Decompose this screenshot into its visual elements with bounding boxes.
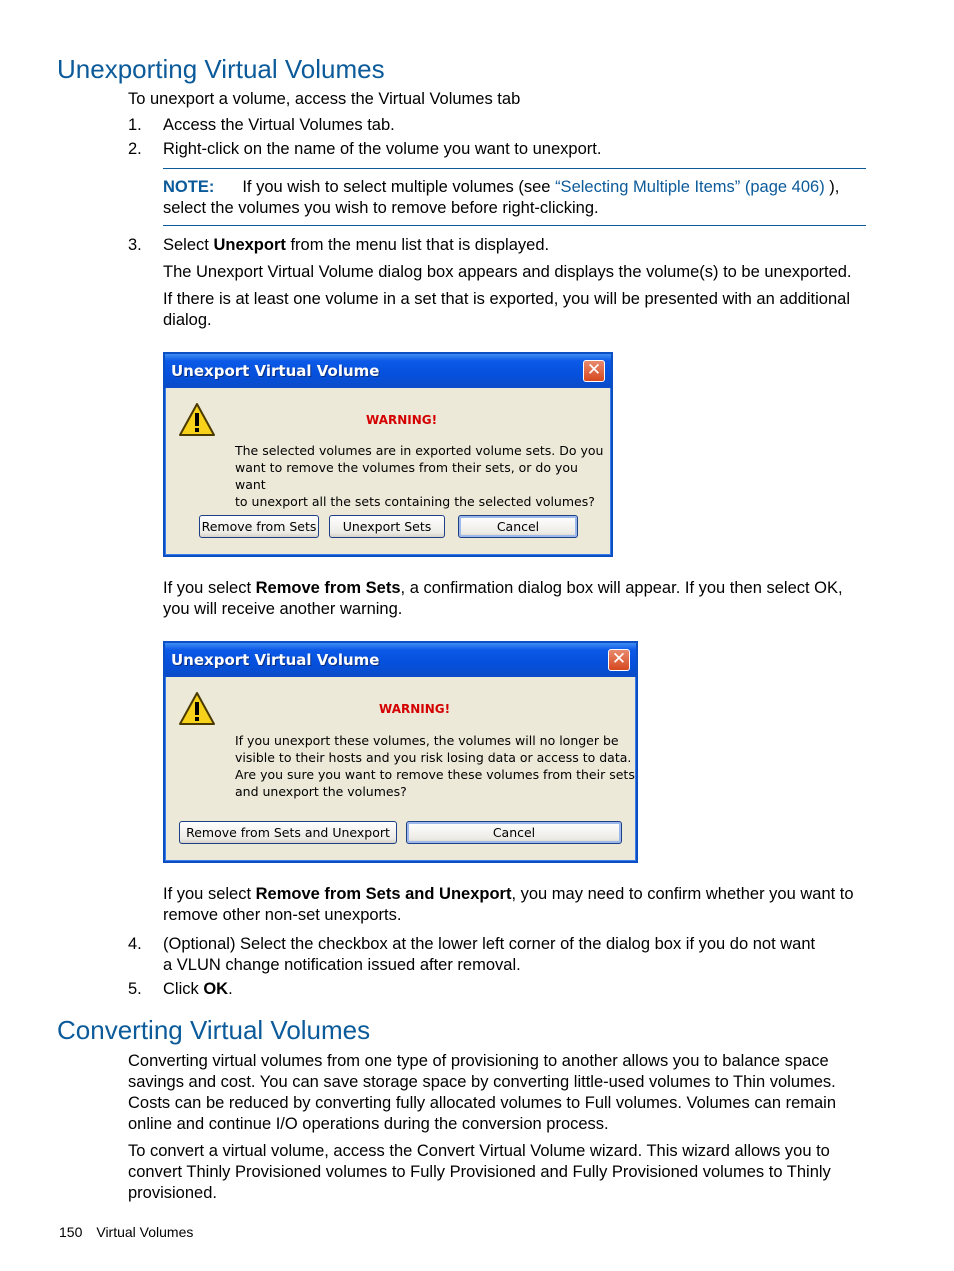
text: , you may need to confirm whether you want to <box>511 885 854 903</box>
close-button[interactable]: ✕ <box>583 360 605 382</box>
converting-paragraph-2 <box>128 1141 831 1204</box>
message-line: The selected volumes are in exported volume sets. Do you <box>235 443 604 458</box>
page-footer <box>59 1222 193 1243</box>
dialog-message <box>235 442 611 510</box>
message-line: and unexport the volumes? <box>235 784 407 799</box>
dialog-title: Unexport Virtual Volume <box>165 354 611 388</box>
step-text: (Optional) Select the checkbox at the lower left corner of the dialog box if you do not want <box>163 935 816 953</box>
warning-heading: WARNING! <box>379 702 451 716</box>
paragraph-line: Costs can be reduced by converting fully allocated volumes to Full volumes. Volumes can remain <box>128 1094 837 1112</box>
message-line: If you unexport these volumes, the volumes will no longer be <box>235 733 619 748</box>
paragraph-line: To convert a virtual volume, access the Convert Virtual Volume wizard. This wizard allows you to <box>128 1142 830 1160</box>
option-name: Remove from Sets and Unexport <box>255 885 512 903</box>
note-line-1 <box>163 177 839 198</box>
converting-paragraph-1 <box>128 1051 836 1135</box>
dialog-title: Unexport Virtual Volume <box>165 643 636 677</box>
close-button[interactable]: ✕ <box>608 649 630 671</box>
paragraph-line: provisioned. <box>128 1184 217 1202</box>
message-line: Are you sure you want to remove these volumes from their sets <box>235 767 635 782</box>
warning-heading: WARNING! <box>366 413 438 427</box>
step-number: 1. <box>128 116 142 134</box>
text: . <box>228 980 233 998</box>
step-number: 3. <box>128 236 142 254</box>
message-line: to unexport all the sets containing the selected volumes? <box>235 494 595 509</box>
button-name: OK <box>203 980 229 998</box>
paragraph-line: online and continue I/O operations during the conversion process. <box>128 1115 609 1133</box>
menu-item-name: Unexport <box>213 236 286 254</box>
note-line-2: select the volumes you wish to remove before right-clicking. <box>163 199 599 217</box>
remove-from-sets-button[interactable]: Remove from Sets <box>199 515 319 538</box>
warning-icon <box>178 691 216 727</box>
after-dialog-1-line-1 <box>163 578 843 599</box>
text: , a confirmation dialog box will appear. If you then select OK, <box>400 579 843 597</box>
cross-reference-link[interactable]: “Selecting Multiple Items” (page 406) <box>555 178 825 196</box>
cancel-button[interactable]: Cancel <box>406 821 622 844</box>
warning-icon <box>178 402 216 438</box>
note-label: NOTE: <box>163 178 215 196</box>
option-name: Remove from Sets <box>255 579 401 597</box>
unexport-dialog-2 <box>163 641 638 863</box>
step-text: Right-click on the name of the volume you want to unexport. <box>163 140 602 158</box>
note-text-end: ), <box>824 178 840 196</box>
unexport-sets-button[interactable]: Unexport Sets <box>329 515 445 538</box>
step3-paragraph-1: The Unexport Virtual Volume dialog box appears and displays the volume(s) to be unexported. <box>163 263 852 281</box>
step-text <box>163 235 549 256</box>
after-dialog-2-line-1 <box>163 884 854 905</box>
step-text-line-2: a VLUN change notification issued after removal. <box>163 956 521 974</box>
note-text: If you wish to select multiple volumes (see <box>242 178 556 196</box>
paragraph-line: Converting virtual volumes from one type of provisioning to another allows you to balance space <box>128 1052 829 1070</box>
after-dialog-1-line-2: you will receive another warning. <box>163 600 403 618</box>
section-heading-unexporting: Unexporting Virtual Volumes <box>57 54 385 84</box>
message-line: want to remove the volumes from their sets, or do you want <box>235 460 578 492</box>
step3-paragraph-2-line-2: dialog. <box>163 311 212 329</box>
dialog-message <box>235 732 635 800</box>
step-number: 5. <box>128 980 142 998</box>
message-line: visible to their hosts and you risk losing data or access to data. <box>235 750 632 765</box>
step-text: Access the Virtual Volumes tab. <box>163 116 395 134</box>
remove-from-sets-and-unexport-button[interactable]: Remove from Sets and Unexport <box>179 821 397 844</box>
after-dialog-2-line-2: remove other non-set unexports. <box>163 906 402 924</box>
paragraph-line: savings and cost. You can save storage space by converting little-used volumes to Thin volumes. <box>128 1073 836 1091</box>
paragraph-line: convert Thinly Provisioned volumes to Fully Provisioned and Fully Provisioned volumes to Thinly <box>128 1163 831 1181</box>
chapter-name: Virtual Volumes <box>96 1224 194 1240</box>
intro-text: To unexport a volume, access the Virtual Volumes tab <box>128 90 521 108</box>
text: from the menu list that is displayed. <box>285 236 550 254</box>
note-box <box>163 168 866 226</box>
step-number: 4. <box>128 935 142 953</box>
text: Click <box>163 980 204 998</box>
step3-paragraph-2-line-1: If there is at least one volume in a set that is exported, you will be presented with an additional <box>163 290 850 308</box>
text: If you select <box>163 885 256 903</box>
section-heading-converting: Converting Virtual Volumes <box>57 1015 371 1045</box>
step-text <box>163 979 233 1000</box>
text: If you select <box>163 579 256 597</box>
text: Select <box>163 236 214 254</box>
page-number: 150 <box>59 1224 83 1240</box>
cancel-button[interactable]: Cancel <box>458 515 578 538</box>
step-number: 2. <box>128 140 142 158</box>
unexport-dialog-1 <box>163 352 613 557</box>
